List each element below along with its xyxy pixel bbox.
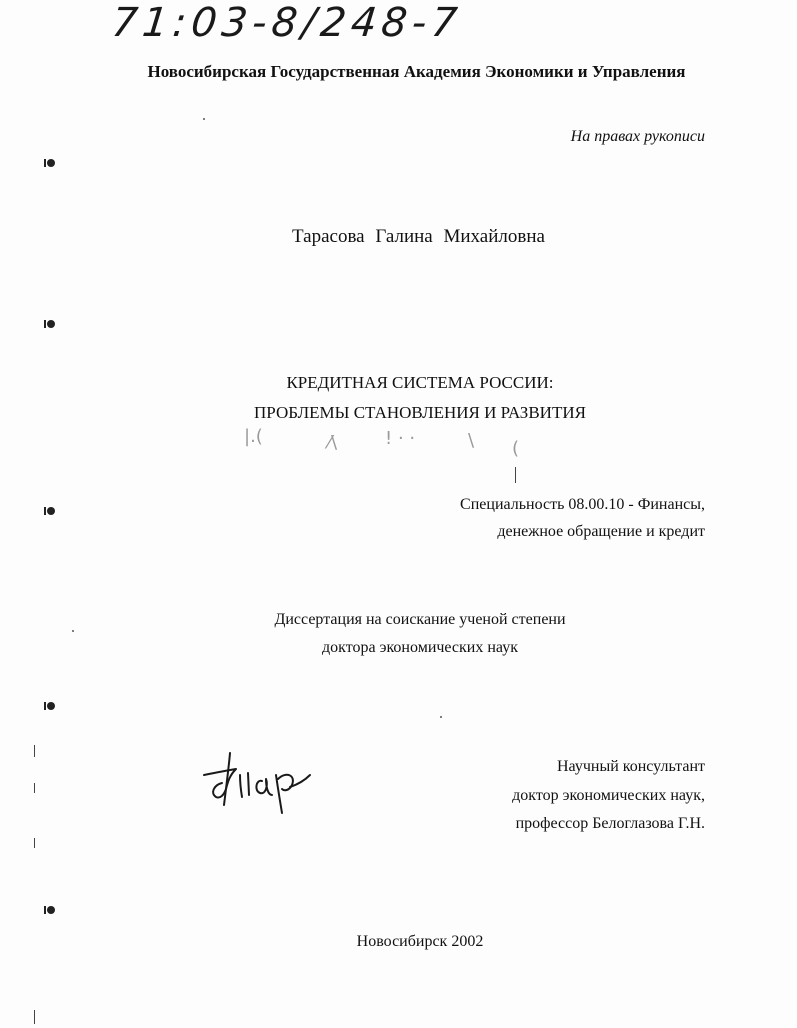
- bleed-through-mark: \: [468, 430, 475, 451]
- binding-hole-icon: [44, 904, 56, 916]
- binding-hole-icon: [44, 318, 56, 330]
- bleed-through-mark: ! · ·: [385, 428, 416, 449]
- scan-speck: [440, 716, 442, 718]
- title-line-2: ПРОБЛЕМЫ СТАНОВЛЕНИЯ И РАЗВИТИЯ: [254, 403, 586, 422]
- specialty-line-1: Специальность 08.00.10 - Финансы,: [460, 496, 705, 513]
- dissertation-line-2: доктора экономических наук: [322, 639, 518, 656]
- title-line-1: КРЕДИТНАЯ СИСТЕМА РОССИИ:: [286, 373, 554, 392]
- handwritten-signature: [200, 745, 315, 815]
- edge-scan-mark: [34, 745, 35, 757]
- advisor-line-2: доктор экономических наук,: [512, 787, 705, 804]
- specialty-line-2: денежное обращение и кредит: [497, 523, 705, 540]
- institution-name: Новосибирская Государственная Академия Экономики и Управления: [147, 62, 686, 81]
- manuscript-note: На правах рукописи: [570, 128, 705, 145]
- binding-hole-icon: [44, 700, 56, 712]
- edge-scan-mark: [34, 838, 35, 848]
- bleed-through-mark: ⁄\: [328, 432, 338, 453]
- dissertation-line-1: Диссертация на соискание ученой степени: [274, 611, 566, 628]
- bleed-through-mark: |.(: [244, 426, 263, 447]
- scan-speck: [203, 118, 205, 120]
- bleed-through-mark: (: [512, 438, 520, 459]
- author-name: Тарасова Галина Михайловна: [292, 226, 545, 247]
- advisor-line-1: Научный консультант: [557, 758, 705, 775]
- archive-code: 71:03-8/248-7: [109, 0, 465, 46]
- advisor-line-3: профессор Белоглазова Г.Н.: [515, 815, 705, 832]
- edge-scan-mark: [34, 1010, 35, 1024]
- binding-hole-icon: [44, 157, 56, 169]
- stray-mark: [515, 467, 516, 483]
- city-year: Новосибирск 2002: [356, 933, 484, 950]
- binding-hole-icon: [44, 505, 56, 517]
- scan-speck: [72, 630, 74, 632]
- edge-scan-mark: [34, 783, 35, 793]
